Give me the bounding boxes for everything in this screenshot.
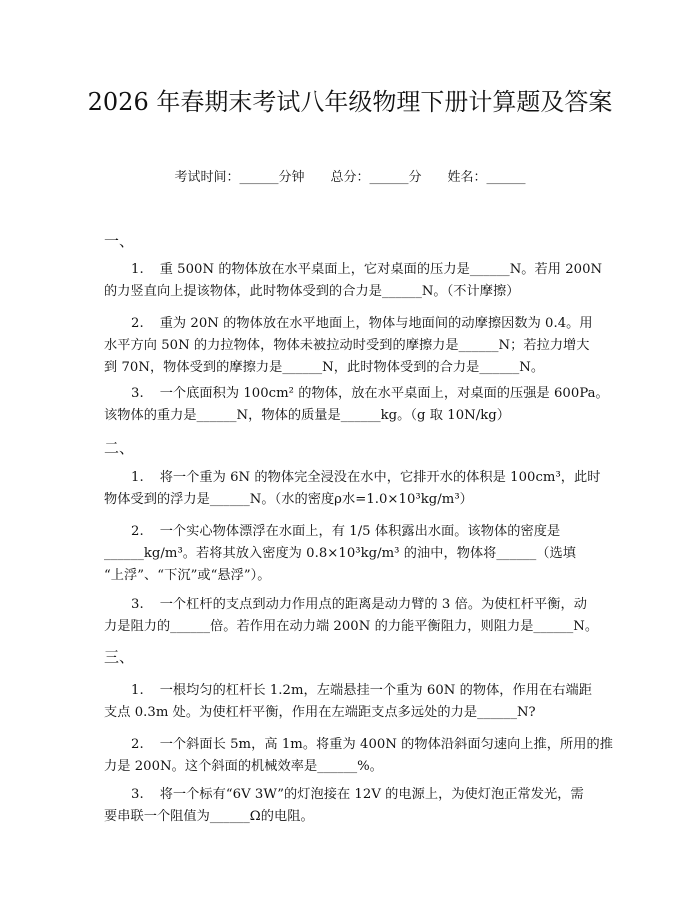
question-number: 1. [131,683,144,698]
question-number: 3. [131,787,144,802]
question-text-line: 重 500N 的物体放在水平桌面上，它对桌面的压力是______N。若用 200N [159,262,603,277]
question-text-line: 一个实心物体漂浮在水面上，有 1/5 体积露出水面。该物体的密度是 [159,524,561,539]
exam-time: 考试时间：______分钟 [174,170,305,185]
question-text-line: 重为 20N 的物体放在水平地面上，物体与地面间的动摩擦因数为 0.4。用 [159,316,593,331]
question-text-line: 要串联一个阻值为______Ω的电阻。 [104,809,314,824]
section-heading: 二、 [104,439,135,457]
section-heading: 一、 [104,232,135,250]
question-text-line: ______kg/m³。若将其放入密度为 0.8×10³kg/m³ 的油中，物体将______（选填 [104,546,576,561]
question-number: 2. [131,316,144,331]
question-text-line: 一个底面积为 100cm² 的物体，放在水平桌面上，对桌面的压强是 600Pa。 [159,386,609,401]
question-number: 2. [131,737,144,752]
question-text-line: 水平方向 50N 的力拉物体，物体未被拉动时受到的摩擦力是______N；若拉力增大 [104,338,590,353]
question [104,594,604,638]
question-text-line: 力是阻力的______倍。若作用在动力端 200N 的力能平衡阻力，则阻力是______N。 [104,619,599,634]
question-text-line: 力是 200N。这个斜面的机械效率是______%。 [104,759,383,774]
question-text-line: 将一个重为 6N 的物体完全浸没在水中，它排开水的体积是 100cm³，此时 [159,470,601,485]
question [104,467,604,511]
question-text-line: 将一个标有“6V 3W”的灯泡接在 12V 的电源上，为使灯泡正常发光，需 [159,787,584,802]
page-title: 2026 年春期末考试八年级物理下册计算题及答案 [87,88,613,116]
question [104,313,604,379]
exam-meta [0,169,700,187]
question [104,521,604,587]
question-number: 2. [131,524,144,539]
question-text-line: “上浮”、“下沉”或“悬浮”）。 [104,568,271,583]
question-number: 3. [131,597,144,612]
total-score: 总分：______分 [330,170,422,185]
question-text-line: 的力竖直向上提该物体，此时物体受到的合力是______N。（不计摩擦） [104,284,520,299]
question-number: 1. [131,470,144,485]
question-number: 3. [131,386,144,401]
student-name: 姓名：______ [447,170,526,185]
question-text-line: 一个斜面长 5m，高 1m。将重为 400N 的物体沿斜面匀速向上推，所用的推 [159,737,613,752]
question [104,259,604,303]
section-heading: 三、 [104,648,135,666]
question [104,734,613,778]
question-text-line: 该物体的重力是______N，物体的质量是______kg。（g 取 10N/kg） [104,408,510,423]
question [104,784,604,828]
question-text-line: 一根均匀的杠杆长 1.2m，左端悬挂一个重为 60N 的物体，作用在右端距 [159,683,592,698]
question-number: 1. [131,262,144,277]
question-text-line: 物体受到的浮力是______N。（水的密度ρ水=1.0×10³kg/m³） [104,492,473,507]
question-text-line: 支点 0.3m 处。为使杠杆平衡，作用在左端距支点多远处的力是______N? [104,705,536,720]
question-text-line: 一个杠杆的支点到动力作用点的距离是动力臂的 3 倍。为使杠杆平衡，动 [159,597,587,612]
question [104,383,609,427]
question-text-line: 到 70N，物体受到的摩擦力是______N，此时物体受到的合力是______N。 [104,360,545,375]
question [104,680,604,724]
